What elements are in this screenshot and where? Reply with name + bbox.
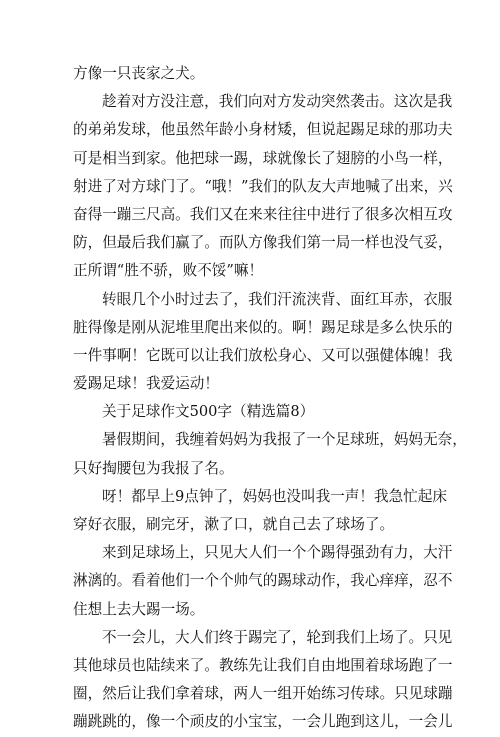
- paragraph-start-line: 转眼几个小时过去了，我们汗流浃背、面红耳赤，衣服: [102, 290, 453, 308]
- text-line: 蹦跳跳的，像一个顽皮的小宝宝，一会儿跑到这儿，一会儿: [73, 713, 453, 731]
- paragraph-start-line: 不一会儿，大人们终于踢完了，轮到我们上场了。只见: [102, 628, 453, 646]
- text-line: 的弟弟发球，他虽然年龄小身材矮，但说起踢足球的那功夫: [73, 121, 453, 139]
- essay-text: [73, 60, 467, 737]
- text-line: 方像一只丧家之犬。: [73, 65, 205, 82]
- paragraph-start-line: 呀！都早上9点钟了，妈妈也没叫我一声！我急忙起床: [102, 487, 447, 505]
- paragraph-start-line: 暑假期间，我缠着妈妈为我报了一个足球班，妈妈无奈，: [102, 431, 467, 449]
- text-line: 一件事啊！它既可以让我们放松身心、又可以强健体魄！我: [73, 346, 453, 364]
- text-line: 奋得一蹦三尺高。我们又在来来往往中进行了很多次相互攻: [73, 205, 453, 223]
- text-line: 其他球员也陆续来了。教练先让我们自由地围着球场跑了一: [73, 656, 453, 674]
- text-line: 防，但最后我们赢了。而队方像我们第一局一样也没气妥，: [73, 234, 453, 252]
- text-line: 爱踢足球！我爱运动！: [73, 375, 219, 393]
- text-line: 可是相当到家。他把球一踢，球就像长了翅膀的小鸟一样，: [73, 149, 453, 167]
- text-line: 正所谓“胜不骄，败不馁”嘛！: [73, 262, 264, 280]
- text-line: 淋漓的。看着他们一个个帅气的踢球动作，我心痒痒，忍不: [73, 572, 453, 590]
- text-line: 住想上去大踢一场。: [73, 600, 205, 618]
- paragraph-start-line: 来到足球场上，只见大人们一个个踢得强劲有力，大汗: [102, 544, 453, 562]
- text-line: 圈，然后让我们拿着球，两人一组开始练习传球。只见球蹦: [73, 685, 453, 703]
- text-line: 射进了对方球门了。“哦！”我们的队友大声地喊了出来，兴: [73, 177, 453, 195]
- section-heading: 关于足球作文500字（精选篇8）: [102, 403, 315, 421]
- paragraph-start-line: 趁着对方没注意，我们向对方发动突然袭击。这次是我: [102, 93, 453, 111]
- text-line: 脏得像是刚从泥堆里爬出来似的。啊！踢足球是多么快乐的: [73, 318, 453, 336]
- text-line: 穿好衣服，刷完牙，漱了口，就自己去了球场了。: [73, 516, 395, 533]
- text-line: 只好掏腰包为我报了名。: [73, 459, 234, 477]
